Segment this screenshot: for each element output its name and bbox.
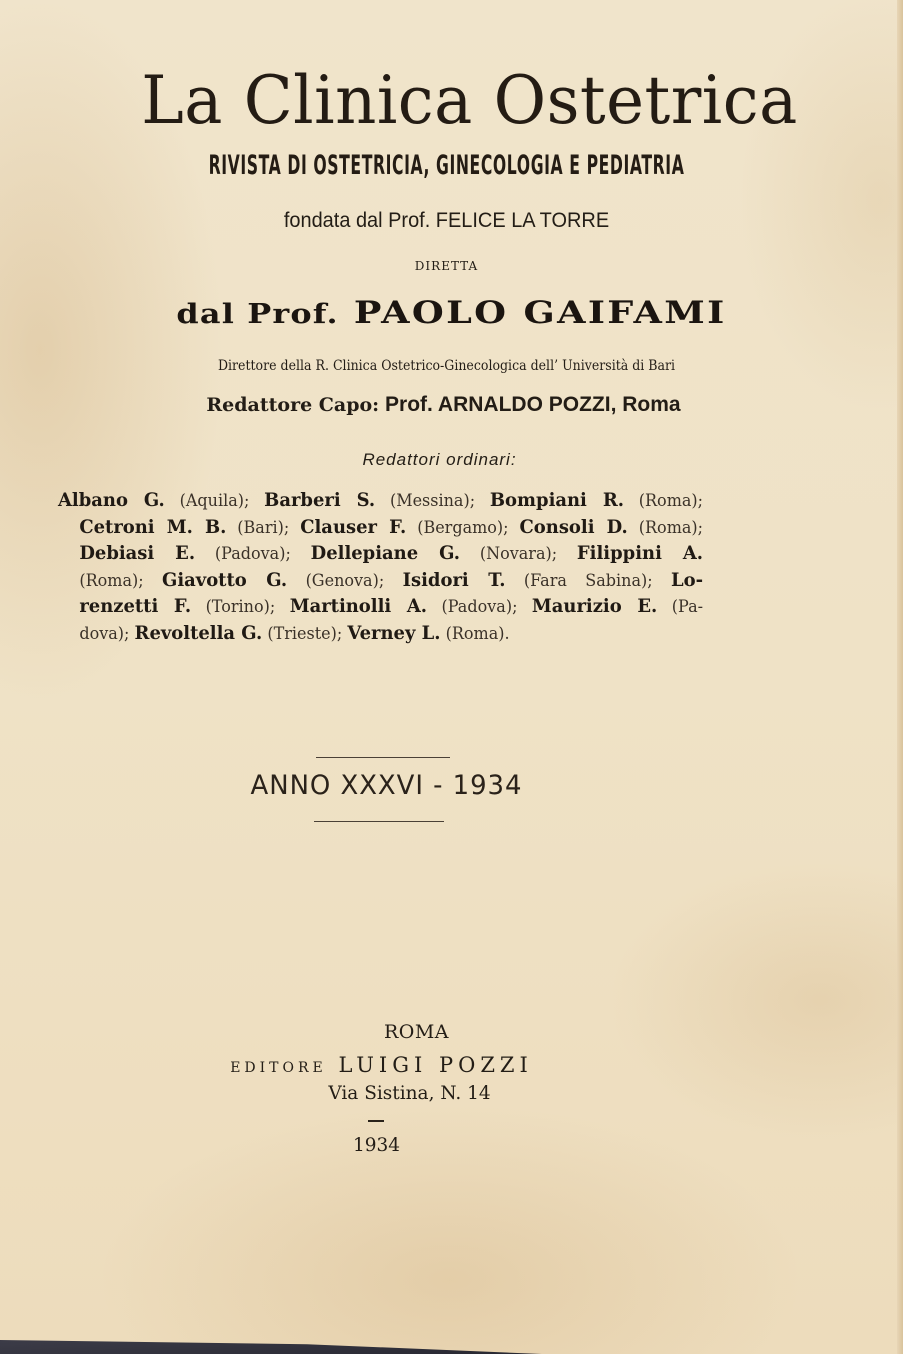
imprint-address: Via Sistina, N. 14 [328, 1083, 491, 1104]
editor-city: (Bari); [226, 517, 301, 537]
chief-editor-name: Prof. ARNALDO POZZI, Roma [385, 393, 681, 416]
chief-editor-label: Redattore Capo: [206, 394, 380, 416]
editor-city: (Padova); [427, 597, 532, 616]
editor-city: (Aquila); [164, 491, 265, 510]
editor-name: Cetroni M. B. [79, 516, 227, 538]
imprint-city: ROMA [383, 1021, 450, 1043]
editors-line [58, 541, 703, 568]
editor-city: (Torino); [191, 597, 290, 616]
editor-name: renzetti F. [79, 596, 192, 617]
editor-city: (Messina); [375, 491, 490, 510]
chief-editor [0, 393, 895, 417]
editor-city: (Novara); [460, 544, 577, 563]
director-name: PAOLO GAIFAMI [353, 295, 727, 331]
editor-city: (Roma); [79, 570, 163, 590]
editor-name: Bompiani R. [489, 490, 624, 511]
editors-line [58, 568, 703, 595]
editors-label: Redattori ordinari: [362, 450, 517, 469]
editor-name: Barberi S. [264, 490, 376, 511]
editor-name: Isidori T. [402, 569, 506, 591]
editor-city: (Bergamo); [406, 517, 520, 537]
director-role: Direttore della R. Clinica Ostetrico-Ginecologica dell’ Università di Bari [217, 358, 676, 374]
editors-list [58, 488, 703, 647]
editors-line [58, 488, 703, 515]
editor-name: Dellepiane G. [310, 543, 461, 564]
editor-name: Filippini A. [576, 543, 704, 564]
editor-city: (Padova); [195, 544, 311, 563]
director-prefix: dal Prof. [176, 299, 339, 330]
publisher-label: EDITORE [230, 1060, 327, 1076]
editor-name: Giavotto G. [162, 569, 288, 591]
divider-bottom [314, 821, 444, 822]
editor-city: dova); [79, 623, 135, 643]
imprint-dash [368, 1120, 384, 1122]
imprint-publisher [0, 1053, 833, 1077]
volume-label: ANNO XXXVI - 1934 [250, 770, 523, 801]
editor-name: Maurizio E. [531, 596, 658, 617]
editors-line [58, 621, 703, 648]
publisher-name: LUIGI POZZI [338, 1053, 533, 1077]
editor-name: Martinolli A. [289, 596, 428, 617]
editors-line [58, 515, 703, 542]
editor-name: Clauser F. [300, 516, 407, 538]
directed-label: DIRETTA [414, 259, 479, 273]
director [0, 295, 903, 331]
editor-city: (Fara Sabina); [505, 570, 672, 590]
editor-city: (Roma); [627, 517, 704, 537]
editor-name: Verney L. [347, 622, 441, 644]
editor-city: (Trieste); [262, 623, 348, 643]
editor-name: Albano G. [58, 490, 165, 511]
editor-city: (Roma); [623, 491, 704, 510]
editor-city: (Roma). [440, 623, 510, 643]
scan-shadow [0, 1340, 903, 1354]
editor-name: Debiasi E. [79, 543, 196, 564]
editor-name: Revoltella G. [134, 622, 263, 644]
divider-top [316, 757, 450, 758]
founded-by: fondata dal Prof. FELICE LA TORRE [283, 209, 610, 232]
journal-subtitle: RIVISTA DI OSTETRICIA, GINECOLOGIA E PEDIATRIA [208, 150, 685, 181]
imprint-year: 1934 [352, 1135, 401, 1156]
editor-city: (Pa- [657, 597, 704, 616]
editor-city: (Genova); [287, 570, 403, 590]
editor-name: Consoli D. [519, 516, 628, 538]
editors-line [58, 594, 703, 621]
page-edge [897, 0, 903, 1354]
editor-name: Lo- [671, 569, 704, 591]
journal-title: La Clinica Ostetrica [141, 62, 798, 139]
